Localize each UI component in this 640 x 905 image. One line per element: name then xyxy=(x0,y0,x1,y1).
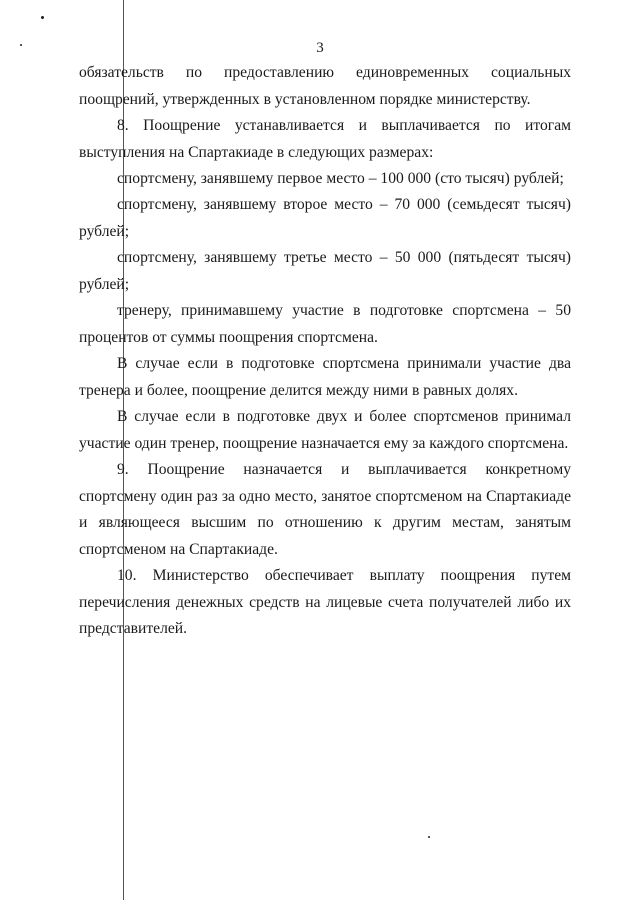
paragraph-item-10: 10. Министерство обеспечивает выплату поощрения путем перечисления денежных средств на лицевые счета получателей либо их представителей. xyxy=(79,567,571,637)
paragraph-item-8: 8. Поощрение устанавливается и выплачивается по итогам выступления на Спартакиаде в следующих размерах: xyxy=(79,117,571,161)
paragraph-first-place: спортсмену, занявшему первое место – 100 000 (сто тысяч) рублей; xyxy=(117,170,564,187)
paragraph-third-place: спортсмену, занявшему третье место – 50 000 (пятьдесят тысяч) рублей; xyxy=(79,249,571,293)
paragraph-continuation: обязательств по предоставлению единовременных социальных поощрений, утвержденных в установленном порядке министерству. xyxy=(79,64,571,108)
paragraph-second-place: спортсмену, занявшему второе место – 70 000 (семьдесят тысяч) рублей; xyxy=(79,196,571,240)
scan-speck xyxy=(428,836,430,838)
scan-speck xyxy=(41,16,44,19)
paragraph-item-9: 9. Поощрение назначается и выплачивается конкретному спортсмену один раз за одно место, занятое спортсменом на Спартакиаде и являющееся высшим по отношению к другим местам, занятым спортсменом на Спартакиаде. xyxy=(79,461,571,558)
paragraph-two-coaches: В случае если в подготовке спортсмена принимали участие два тренера и более, поощрение делится между ними в равных долях. xyxy=(79,355,571,399)
paragraph-one-coach: В случае если в подготовке двух и более спортсменов принимал участие один тренер, поощрение назначается ему за каждого спортсмена. xyxy=(79,408,571,452)
page-number: 3 xyxy=(316,40,324,56)
paragraph-coach: тренеру, принимавшему участие в подготовке спортсмена – 50 процентов от суммы поощрения спортсмена. xyxy=(79,302,571,346)
